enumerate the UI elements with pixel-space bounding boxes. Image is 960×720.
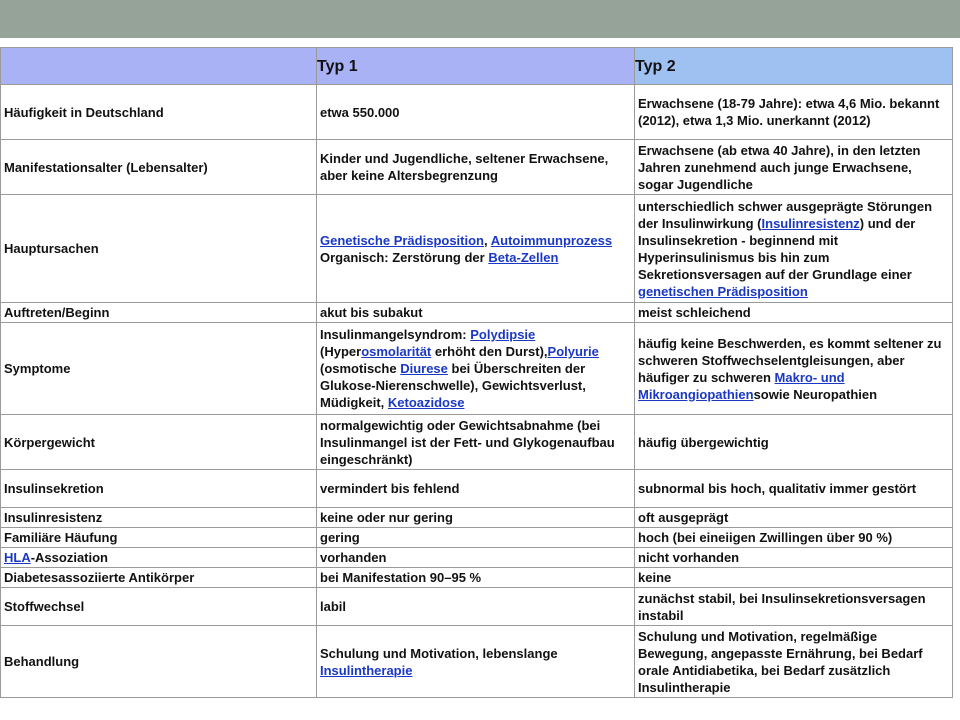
typ2-cell: meist schleichend: [635, 303, 953, 323]
typ1-cell: vorhanden: [317, 548, 635, 568]
row-label: Insulinresistenz: [1, 508, 317, 528]
typ2-cell: [635, 323, 953, 415]
cell-text: ) und der Insulinsekretion - beginnend mit Hyperinsulinismus bis hin zum Sekretionsversagen auf der Grundlage einer: [638, 215, 916, 282]
typ2-cell: Erwachsene (ab etwa 40 Jahre), in den letzten Jahren zunehmend auch junge Erwachsene, sogar Jugendliche: [635, 140, 953, 195]
header-typ1: Typ 1: [317, 48, 635, 85]
typ1-cell: labil: [317, 588, 635, 626]
typ2-cell: hoch (bei eineiigen Zwillingen über 90 %): [635, 528, 953, 548]
table-row: [1, 195, 953, 303]
cell-text: Insulinmangelsyndrom:: [320, 327, 471, 342]
link-insulinresistenz[interactable]: Insulinresistenz: [761, 215, 860, 231]
typ1-cell: etwa 550.000: [317, 85, 635, 140]
diabetes-comparison-table: [0, 47, 953, 698]
table-row: [1, 85, 953, 140]
typ1-cell: [317, 323, 635, 415]
table-row: [1, 548, 953, 568]
link-genetische-praedisposition[interactable]: Genetische Prädisposition: [320, 232, 484, 248]
typ2-cell: zunächst stabil, bei Insulinsekretionsversagen instabil: [635, 588, 953, 626]
link-polyurie[interactable]: Polyurie: [547, 344, 599, 359]
row-label: Symptome: [1, 323, 317, 415]
typ2-cell: nicht vorhanden: [635, 548, 953, 568]
table-row: [1, 140, 953, 195]
cell-text: erhöht den Durst),: [431, 344, 548, 359]
table-row: [1, 626, 953, 698]
cell-text: Organisch: Zerstörung der: [320, 249, 489, 265]
link-hla[interactable]: HLA: [4, 550, 31, 565]
row-label: Körpergewicht: [1, 415, 317, 470]
cell-text: (Hyper: [320, 344, 362, 359]
table-row: [1, 415, 953, 470]
separator-text: ,: [484, 232, 491, 248]
typ1-cell: vermindert bis fehlend: [317, 470, 635, 508]
row-label: Familiäre Häufung: [1, 528, 317, 548]
link-ketoazidose[interactable]: Ketoazidose: [387, 395, 465, 410]
table-row: [1, 568, 953, 588]
link-autoimmunprozess[interactable]: Autoimmunprozess: [490, 232, 613, 248]
typ1-cell: akut bis subakut: [317, 303, 635, 323]
typ2-cell: Erwachsene (18-79 Jahre): etwa 4,6 Mio. bekannt (2012), etwa 1,3 Mio. unerkannt (2012): [635, 85, 953, 140]
row-label: Hauptursachen: [1, 195, 317, 303]
cell-text: -Assoziation: [30, 550, 109, 565]
table-row: [1, 323, 953, 415]
typ1-cell: gering: [317, 528, 635, 548]
link-diurese[interactable]: Diurese: [400, 361, 448, 376]
typ1-cell: normalgewichtig oder Gewichtsabnahme (bei Insulinmangel ist der Fett- und Glykogenaufbau eingeschränkt): [317, 415, 635, 470]
cell-text: sowie Neuropathien: [753, 386, 878, 402]
row-label: Diabetesassoziierte Antikörper: [1, 568, 317, 588]
title-bar: [0, 0, 960, 38]
link-makro-mikroangiopathien[interactable]: Makro- und Mikroangiopathien: [638, 369, 845, 402]
row-label: Insulinsekretion: [1, 470, 317, 508]
link-insulintherapie[interactable]: Insulintherapie: [320, 662, 413, 678]
typ1-cell: [317, 195, 635, 303]
row-label: [1, 548, 317, 568]
typ1-cell: keine oder nur gering: [317, 508, 635, 528]
cell-text: unterschiedlich schwer ausgeprägte Störungen der Insulinwirkung (: [638, 198, 933, 231]
typ1-cell: [317, 626, 635, 698]
cell-text: Schulung und Motivation, lebenslange: [320, 645, 558, 661]
cell-text: bei Überschreiten der Glukose-Nierenschwelle), Gewichtsverlust, Müdigkeit,: [320, 361, 586, 410]
table-row: [1, 508, 953, 528]
header-typ2: Typ 2: [635, 48, 953, 85]
row-label: Häufigkeit in Deutschland: [1, 85, 317, 140]
cell-text: (osmotische: [320, 361, 401, 376]
cell-text: häufig keine Beschwerden, es kommt seltener zu schweren Stoffwechselentgleisungen, aber häufiger zu schweren: [638, 335, 942, 385]
row-label: Manifestationsalter (Lebensalter): [1, 140, 317, 195]
link-beta-zellen[interactable]: Beta-Zellen: [488, 249, 559, 265]
typ1-cell: Kinder und Jugendliche, seltener Erwachsene, aber keine Altersbegrenzung: [317, 140, 635, 195]
link-genetischen-praedisposition[interactable]: genetischen Prädisposition: [638, 283, 808, 299]
typ2-cell: keine: [635, 568, 953, 588]
typ1-cell: bei Manifestation 90–95 %: [317, 568, 635, 588]
row-label: Auftreten/Beginn: [1, 303, 317, 323]
table-row: [1, 588, 953, 626]
row-label: Stoffwechsel: [1, 588, 317, 626]
row-label: Behandlung: [1, 626, 317, 698]
typ2-cell: oft ausgeprägt: [635, 508, 953, 528]
typ2-cell: subnormal bis hoch, qualitativ immer gestört: [635, 470, 953, 508]
header-empty-cell: [1, 48, 317, 85]
link-osmolaritaet[interactable]: osmolarität: [361, 344, 432, 359]
link-polydipsie[interactable]: Polydipsie: [470, 327, 536, 342]
table-row: [1, 528, 953, 548]
typ2-cell: Schulung und Motivation, regelmäßige Bewegung, angepasste Ernährung, bei Bedarf orale Antidiabetika, bei Bedarf zusätzlich Insulintherapie: [635, 626, 953, 698]
typ2-cell: [635, 195, 953, 303]
table-row: [1, 303, 953, 323]
typ2-cell: häufig übergewichtig: [635, 415, 953, 470]
table-header-row: [1, 48, 953, 85]
table-row: [1, 470, 953, 508]
